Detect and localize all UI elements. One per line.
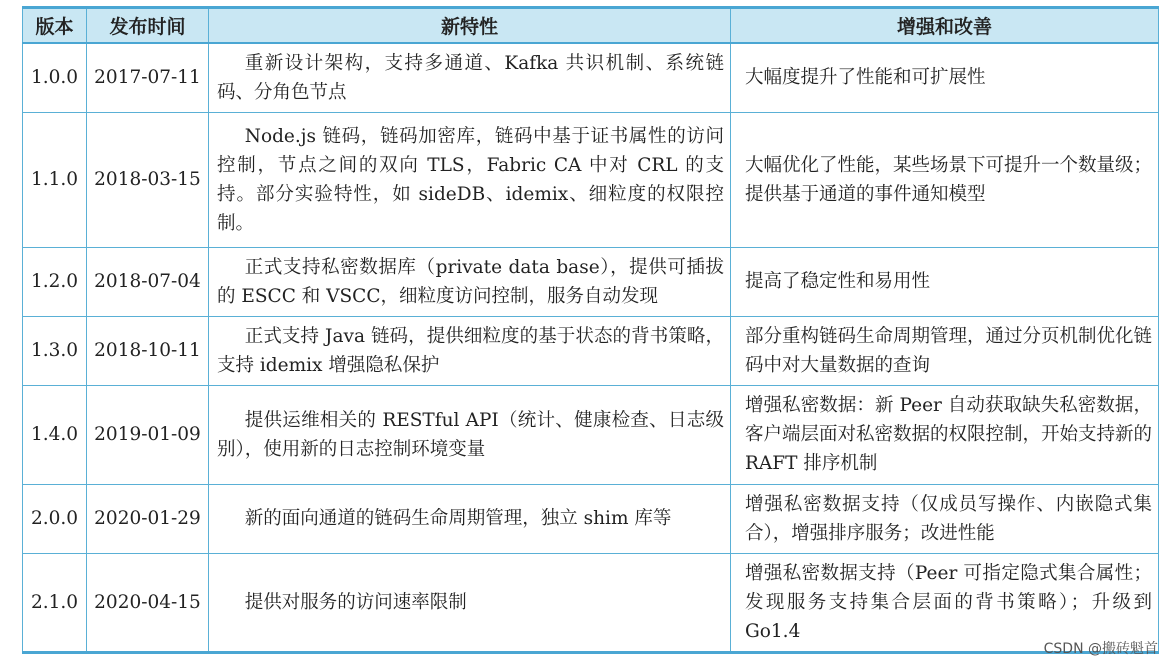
improvements-cell: 增强私密数据支持（仅成员写操作、内嵌隐式集合），增强排序服务；改进性能 — [731, 484, 1159, 553]
improvements-cell: 大幅优化了性能，某些场景下可提升一个数量级；提供基于通道的事件通知模型 — [731, 112, 1159, 247]
header-features: 新特性 — [209, 8, 731, 44]
version-cell: 1.1.0 — [23, 112, 87, 247]
features-cell — [209, 43, 731, 112]
date-cell: 2020-04-15 — [87, 553, 209, 652]
features-cell — [209, 385, 731, 484]
date-cell: 2017-07-11 — [87, 43, 209, 112]
features-cell — [209, 484, 731, 553]
header-date: 发布时间 — [87, 8, 209, 44]
table-row — [23, 385, 1159, 484]
features-text: 提供运维相关的 RESTful API（统计、健康检查、日志级别），使用新的日志控制环境变量 — [217, 409, 724, 460]
features-text: 正式支持 Java 链码，提供细粒度的基于状态的背书策略，支持 idemix 增强隐私保护 — [217, 325, 724, 376]
improvements-cell: 增强私密数据：新 Peer 自动获取缺失私密数据，客户端层面对私密数据的权限控制，开始支持新的 RAFT 排序机制 — [731, 385, 1159, 484]
improvements-cell: 增强私密数据支持（Peer 可指定隐式集合属性；发现服务支持集合层面的背书策略）；升级到 Go1.4 — [731, 553, 1159, 652]
header-row — [23, 8, 1159, 44]
features-cell — [209, 112, 731, 247]
improvements-cell: 提高了稳定性和易用性 — [731, 247, 1159, 316]
header-improvements: 增强和改善 — [731, 8, 1159, 44]
table-row — [23, 43, 1159, 112]
table-row — [23, 247, 1159, 316]
features-cell — [209, 316, 731, 385]
improvements-cell: 大幅度提升了性能和可扩展性 — [731, 43, 1159, 112]
watermark: CSDN @搬砖魁首 — [1043, 641, 1158, 657]
date-cell: 2018-10-11 — [87, 316, 209, 385]
header-version: 版本 — [23, 8, 87, 44]
features-text: 正式支持私密数据库（private data base），提供可插拔的 ESCC 和 VSCC，细粒度访问控制，服务自动发现 — [217, 256, 724, 307]
features-text: 提供对服务的访问速率限制 — [244, 591, 467, 613]
date-cell: 2018-07-04 — [87, 247, 209, 316]
version-cell: 2.1.0 — [23, 553, 87, 652]
features-text: 重新设计架构，支持多通道、Kafka 共识机制、系统链码、分角色节点 — [217, 52, 724, 103]
table-row — [23, 112, 1159, 247]
improvements-cell: 部分重构链码生命周期管理，通过分页机制优化链码中对大量数据的查询 — [731, 316, 1159, 385]
release-table — [22, 6, 1159, 654]
table-row — [23, 553, 1159, 652]
version-cell: 1.0.0 — [23, 43, 87, 112]
version-cell: 1.2.0 — [23, 247, 87, 316]
table-row — [23, 316, 1159, 385]
features-cell — [209, 553, 731, 652]
version-cell: 2.0.0 — [23, 484, 87, 553]
version-cell: 1.4.0 — [23, 385, 87, 484]
table-row — [23, 484, 1159, 553]
features-text: 新的面向通道的链码生命周期管理，独立 shim 库等 — [244, 508, 672, 529]
date-cell: 2018-03-15 — [87, 112, 209, 247]
date-cell: 2019-01-09 — [87, 385, 209, 484]
date-cell: 2020-01-29 — [87, 484, 209, 553]
release-table-container — [22, 6, 1158, 654]
version-cell: 1.3.0 — [23, 316, 87, 385]
features-text: Node.js 链码，链码加密库，链码中基于证书属性的访问控制，节点之间的双向 TLS，Fabric CA 中对 CRL 的支持。部分实验特性，如 sideDB、idemix、细粒度的权限控制。 — [217, 125, 724, 234]
features-cell — [209, 247, 731, 316]
